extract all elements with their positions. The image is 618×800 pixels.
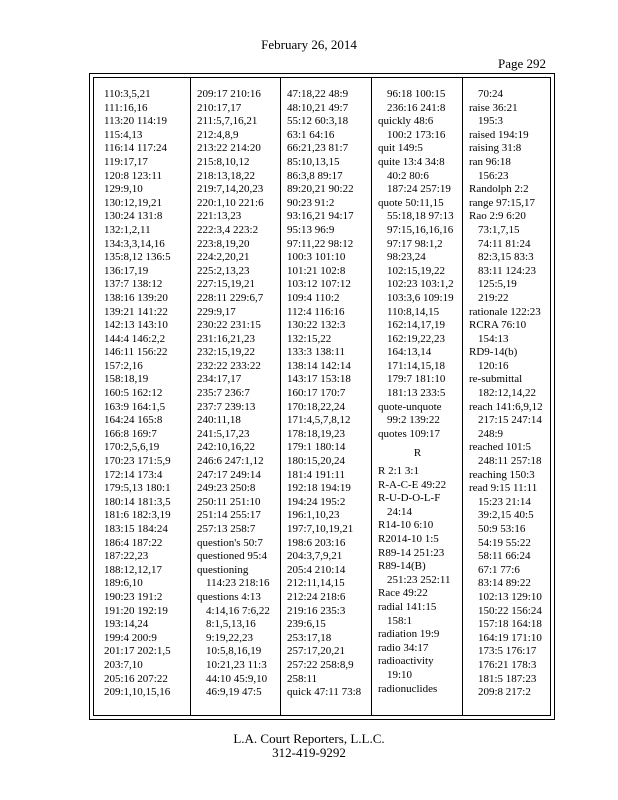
index-entry: 224:2,20,21 <box>197 251 250 264</box>
index-entry: R89-14 251:23 <box>378 546 445 559</box>
index-entry: 70:24 <box>478 88 504 100</box>
index-entry: 44:10 45:9,10 <box>206 672 268 685</box>
index-entry: 99:2 139:22 <box>387 414 440 427</box>
index-entry: 39:2,15 40:5 <box>478 509 534 522</box>
index-entry: 120:16 <box>478 359 509 372</box>
index-entry: rationale 122:23 <box>469 305 541 318</box>
index-entry: 181:13 233:5 <box>387 387 446 400</box>
column-divider <box>462 78 463 715</box>
index-entry: 194:24 195:2 <box>287 495 346 508</box>
index-entry: 47:18,22 48:9 <box>287 88 349 100</box>
index-entry: 19:10 <box>387 668 413 681</box>
index-entry: re-submittal <box>469 373 523 386</box>
page-number: Page 292 <box>497 56 546 71</box>
index-entry: 130:24 131:8 <box>104 210 163 223</box>
index-entry: 197:7,10,19,21 <box>287 523 354 535</box>
index-entry: 130:12,19,21 <box>104 196 163 209</box>
index-entry: radio 34:17 <box>378 641 429 654</box>
index-entry: 10:21,23 11:3 <box>206 658 267 671</box>
index-entry: 181:5 187:23 <box>478 672 537 685</box>
index-entry: 67:1 77:6 <box>478 563 520 576</box>
index-entry: 120:8 123:11 <box>104 169 162 182</box>
index-entry: 139:21 141:22 <box>104 305 168 318</box>
index-entry: 189:6,10 <box>104 577 143 590</box>
index-entry: 257:22 258:8,9 <box>287 658 354 671</box>
index-entry: 257:13 258:7 <box>197 523 256 535</box>
index-entry: 188:12,12,17 <box>104 563 163 576</box>
index-entry: 239:6,15 <box>287 618 326 631</box>
index-entry: Race 49:22 <box>378 587 428 600</box>
index-entry: question's 50:7 <box>197 536 263 549</box>
index-column-2 <box>197 88 284 700</box>
index-entry: 210:17,17 <box>197 101 242 114</box>
index-entry: 113:20 114:19 <box>104 115 168 128</box>
index-column-4 <box>378 88 465 696</box>
index-entry: 209:17 210:16 <box>197 88 261 100</box>
index-entry: 220:1,10 221:6 <box>197 196 264 209</box>
index-entry: 162:14,17,19 <box>387 319 446 332</box>
index-entry: 103:3,6 109:19 <box>387 291 454 304</box>
index-entry: 205:16 207:22 <box>104 672 168 685</box>
index-entry: 95:13 96:9 <box>287 223 335 236</box>
index-entry: 166:8 169:7 <box>104 427 157 440</box>
index-entry: 219:7,14,20,23 <box>197 183 264 196</box>
index-entry: 73:1,7,15 <box>478 223 520 236</box>
index-entry: 198:6 203:16 <box>287 536 346 549</box>
index-entry: quickly 48:6 <box>378 115 434 128</box>
index-entry: 134:3,3,14,16 <box>104 237 165 250</box>
index-entry: ran 96:18 <box>469 155 511 168</box>
index-frame-inner <box>93 77 551 716</box>
index-entry: 181:6 182:3,19 <box>104 509 171 522</box>
column-divider <box>190 78 191 715</box>
index-entry: raised 194:19 <box>469 128 529 141</box>
index-entry: 96:18 100:15 <box>387 88 446 100</box>
index-entry: 253:17,18 <box>287 631 332 644</box>
index-entry: 227:15,19,21 <box>197 278 256 291</box>
index-entry: 163:9 164:1,5 <box>104 400 166 413</box>
index-entry: 170:23 171:5,9 <box>104 455 171 468</box>
index-entry: 100:3 101:10 <box>287 251 346 264</box>
index-entry: raising 31:8 <box>469 142 522 155</box>
index-entry: 146:11 156:22 <box>104 346 168 359</box>
index-entry: 102:15,19,22 <box>387 264 446 277</box>
index-entry: 138:14 142:14 <box>287 359 351 372</box>
index-entry: RD9-14(b) <box>469 346 518 359</box>
index-entry: 192:18 194:19 <box>287 482 351 495</box>
index-entry: 179:7 181:10 <box>387 373 446 386</box>
index-entry: 241:5,17,23 <box>197 427 250 440</box>
index-entry: 136:17,19 <box>104 264 149 277</box>
index-entry: raise 36:21 <box>469 101 518 114</box>
index-entry: 103:12 107:12 <box>287 278 351 291</box>
index-entry: 74:11 81:24 <box>478 237 531 250</box>
index-entry: 157:18 164:18 <box>478 618 542 631</box>
index-entry: 4:14,16 7:6,22 <box>206 604 270 617</box>
index-entry: radiation 19:9 <box>378 628 440 641</box>
index-entry: 211:5,7,16,21 <box>197 115 258 128</box>
index-entry: reached 101:5 <box>469 441 531 454</box>
index-entry: 209:8 217:2 <box>478 686 531 699</box>
index-entry: 217:15 247:14 <box>478 414 542 427</box>
index-entry: 129:9,10 <box>104 183 143 196</box>
index-entry: 101:21 102:8 <box>287 264 346 277</box>
index-entry: 82:3,15 83:3 <box>478 251 534 264</box>
index-entry: quote-unquote <box>378 400 442 413</box>
index-entry: 93:16,21 94:17 <box>287 210 354 223</box>
index-entry: 201:17 202:1,5 <box>104 645 171 658</box>
header-date: February 26, 2014 <box>261 37 357 52</box>
index-entry: 237:7 239:13 <box>197 400 256 413</box>
index-entry: 54:19 55:22 <box>478 536 531 549</box>
index-entry: 246:6 247:1,12 <box>197 455 264 468</box>
index-entry: 144:4 146:2,2 <box>104 332 166 345</box>
index-entry: 109:4 110:2 <box>287 291 340 304</box>
index-entry: 218:13,18,22 <box>197 169 256 182</box>
index-entry: 249:23 250:8 <box>197 482 256 495</box>
index-entry: quick 47:11 73:8 <box>287 686 362 699</box>
index-entry: 225:2,13,23 <box>197 264 250 277</box>
index-entry: 164:24 165:8 <box>104 414 163 427</box>
index-entry: 229:9,17 <box>197 305 236 318</box>
index-entry: 55:18,18 97:13 <box>387 210 454 223</box>
index-entry: 133:3 138:11 <box>287 346 345 359</box>
index-entry: R2014-10 1:5 <box>378 533 439 545</box>
index-entry: 132:15,22 <box>287 332 332 345</box>
index-entry: 232:22 233:22 <box>197 359 261 372</box>
index-entry: R-A-C-E 49:22 <box>378 478 447 491</box>
index-entry: quotes 109:17 <box>378 427 441 440</box>
index-entry: 63:1 64:16 <box>287 128 335 141</box>
index-entry: 180:15,20,24 <box>287 455 346 468</box>
index-entry: 55:12 60:3,18 <box>287 115 349 128</box>
index-entry: 196:1,10,23 <box>287 509 340 522</box>
index-entry: 228:11 229:6,7 <box>197 291 264 304</box>
index-entry: 85:10,13,15 <box>287 155 340 168</box>
index-entry: 164:13,14 <box>387 346 432 359</box>
index-entry: 191:20 192:19 <box>104 604 168 617</box>
index-entry: 158:1 <box>387 614 413 627</box>
index-entry: 170:2,5,6,19 <box>104 441 160 454</box>
index-entry: 219:22 <box>478 291 509 304</box>
index-entry: 143:17 153:18 <box>287 373 351 386</box>
index-entry: 179:1 180:14 <box>287 441 346 454</box>
index-entry: 258:11 <box>287 672 318 685</box>
index-entry: 212:24 218:6 <box>287 590 346 603</box>
index-entry: quote 50:11,15 <box>378 196 444 209</box>
index-entry: 204:3,7,9,21 <box>287 550 343 563</box>
index-entry: 178:18,19,23 <box>287 427 346 440</box>
index-entry: 235:7 236:7 <box>197 387 250 400</box>
index-entry: 203:7,10 <box>104 658 143 671</box>
index-entry: 119:17,17 <box>104 155 148 168</box>
index-entry: 116:14 117:24 <box>104 142 168 155</box>
index-entry: 102:13 129:10 <box>478 590 542 603</box>
index-entry: 171:14,15,18 <box>387 359 446 372</box>
index-entry: 190:23 191:2 <box>104 590 163 603</box>
index-entry: questioned 95:4 <box>197 550 267 563</box>
index-entry: 219:16 235:3 <box>287 604 346 617</box>
index-entry: reaching 150:3 <box>469 468 535 481</box>
index-entry: 46:9,19 47:5 <box>206 686 262 699</box>
index-entry: 150:22 156:24 <box>478 604 542 617</box>
index-entry: 205:4 210:14 <box>287 563 346 576</box>
index-entry: radionuclides <box>378 682 438 695</box>
index-entry: 171:4,5,7,8,12 <box>287 414 351 427</box>
index-entry: 97:17 98:1,2 <box>387 237 443 250</box>
index-entry: 157:2,16 <box>104 359 143 372</box>
index-entry: 242:10,16,22 <box>197 441 256 454</box>
index-entry: 240:11,18 <box>197 414 241 427</box>
index-entry: Randolph 2:2 <box>469 183 529 196</box>
index-entry: 160:17 170:7 <box>287 387 346 400</box>
index-entry: 187:24 257:19 <box>387 183 451 196</box>
index-entry: 212:11,14,15 <box>287 577 345 590</box>
index-entry: 142:13 143:10 <box>104 319 168 332</box>
index-entry: 112:4 116:16 <box>287 305 345 318</box>
index-entry: R14-10 6:10 <box>378 519 434 532</box>
index-entry: R-U-D-O-L-F <box>378 492 441 505</box>
index-entry: 97:11,22 98:12 <box>287 237 354 250</box>
index-entry: 114:23 218:16 <box>206 577 270 590</box>
index-entry: 58:11 66:24 <box>478 550 531 563</box>
index-entry: 247:17 249:14 <box>197 468 261 481</box>
index-entry: 209:1,10,15,16 <box>104 686 171 699</box>
index-entry: 183:15 184:24 <box>104 523 168 535</box>
index-entry: 158:18,19 <box>104 373 149 386</box>
index-entry: range 97:15,17 <box>469 196 535 209</box>
index-entry: 182:12,14,22 <box>478 387 537 400</box>
index-entry: 110:8,14,15 <box>387 305 440 318</box>
index-entry: 186:4 187:22 <box>104 536 163 549</box>
index-entry: 222:3,4 223:2 <box>197 223 259 236</box>
index-entry: 110:3,5,21 <box>104 88 151 100</box>
index-column-5 <box>469 88 556 700</box>
index-entry: Rao 2:9 6:20 <box>469 210 526 223</box>
index-entry: 257:17,20,21 <box>287 645 346 658</box>
index-entry: 130:22 132:3 <box>287 319 346 332</box>
index-entry: 251:14 255:17 <box>197 509 261 522</box>
index-entry: RCRA 76:10 <box>469 319 527 332</box>
index-entry: 215:8,10,12 <box>197 155 250 168</box>
index-entry: 223:8,19,20 <box>197 237 250 250</box>
index-entry: 135:8,12 136:5 <box>104 251 171 264</box>
index-entry: 97:15,16,16,16 <box>387 223 454 236</box>
index-entry: 102:23 103:1,2 <box>387 278 454 291</box>
index-frame <box>89 73 555 720</box>
index-entry: R89-14(B) <box>378 560 426 573</box>
index-entry: 98:23,24 <box>387 251 426 264</box>
index-entry: 199:4 200:9 <box>104 631 157 644</box>
index-entry: 125:5,19 <box>478 278 517 291</box>
index-entry: 8:1,5,13,16 <box>206 618 256 631</box>
index-entry: radioactivity <box>378 655 434 668</box>
index-entry: 212:4,8,9 <box>197 128 239 141</box>
index-entry: questions 4:13 <box>197 590 261 603</box>
index-entry: 86:3,8 89:17 <box>287 169 343 182</box>
index-entry: 111:16,16 <box>104 101 148 114</box>
index-entry: 24:14 <box>387 505 413 518</box>
index-entry: 180:14 181:3,5 <box>104 495 171 508</box>
index-entry: 138:16 139:20 <box>104 291 168 304</box>
index-entry: 236:16 241:8 <box>387 101 446 114</box>
index-entry: 100:2 173:16 <box>387 128 446 141</box>
index-entry: 221:13,23 <box>197 210 242 223</box>
column-divider <box>280 78 281 715</box>
index-entry: reach 141:6,9,12 <box>469 400 543 413</box>
index-entry: 251:23 252:11 <box>387 573 451 586</box>
index-entry: 173:5 176:17 <box>478 645 537 658</box>
footer-phone: 312-419-9292 <box>272 745 346 760</box>
index-column-1 <box>104 88 191 700</box>
index-entry: 89:20,21 90:22 <box>287 183 354 196</box>
index-letter-heading: R <box>413 447 422 460</box>
index-entry: 172:14 173:4 <box>104 468 163 481</box>
index-entry: 193:14,24 <box>104 618 149 631</box>
index-entry: 156:23 <box>478 169 509 182</box>
index-entry: quit 149:5 <box>378 142 423 155</box>
index-entry: quite 13:4 34:8 <box>378 155 445 168</box>
index-entry: 187:22,23 <box>104 550 149 563</box>
index-entry: read 9:15 11:11 <box>469 482 538 495</box>
index-entry: 83:11 124:23 <box>478 264 536 277</box>
index-entry: 234:17,17 <box>197 373 242 386</box>
index-entry: 231:16,21,23 <box>197 332 256 345</box>
index-entry: 181:4 191:11 <box>287 468 345 481</box>
index-entry: 154:13 <box>478 332 509 345</box>
index-entry: 248:9 <box>478 427 504 440</box>
index-entry: questioning <box>197 563 249 576</box>
index-entry: 10:5,8,16,19 <box>206 645 262 658</box>
index-entry: 66:21,23 81:7 <box>287 142 349 155</box>
index-entry: 164:19 171:10 <box>478 631 542 644</box>
index-entry: 176:21 178:3 <box>478 658 537 671</box>
index-entry: 48:10,21 49:7 <box>287 101 349 114</box>
index-entry: 15:23 21:14 <box>478 495 531 508</box>
index-entry: 232:15,19,22 <box>197 346 256 359</box>
index-entry: 137:7 138:12 <box>104 278 163 291</box>
index-entry: 179:5,13 180:1 <box>104 482 171 495</box>
index-entry: 83:14 89:22 <box>478 577 531 590</box>
index-entry: 213:22 214:20 <box>197 142 261 155</box>
index-entry: 50:9 53:16 <box>478 523 526 535</box>
column-divider <box>371 78 372 715</box>
index-entry: 115:4,13 <box>104 128 143 141</box>
index-entry: 248:11 257:18 <box>478 455 542 468</box>
index-entry: 162:19,22,23 <box>387 332 446 345</box>
index-entry: 250:11 251:10 <box>197 495 261 508</box>
index-entry: R 2:1 3:1 <box>378 465 419 478</box>
index-entry: radial 141:15 <box>378 600 437 613</box>
index-entry: 90:23 91:2 <box>287 196 335 209</box>
index-entry: 40:2 80:6 <box>387 169 429 182</box>
index-column-3 <box>287 88 374 700</box>
index-entry: 195:3 <box>478 115 504 128</box>
index-entry: 132:1,2,11 <box>104 223 151 236</box>
index-entry: 170:18,22,24 <box>287 400 346 413</box>
index-entry: 230:22 231:15 <box>197 319 261 332</box>
footer-company: L.A. Court Reporters, L.L.C. <box>233 731 385 746</box>
index-entry: 9:19,22,23 <box>206 631 254 644</box>
index-entry: 160:5 162:12 <box>104 387 163 400</box>
